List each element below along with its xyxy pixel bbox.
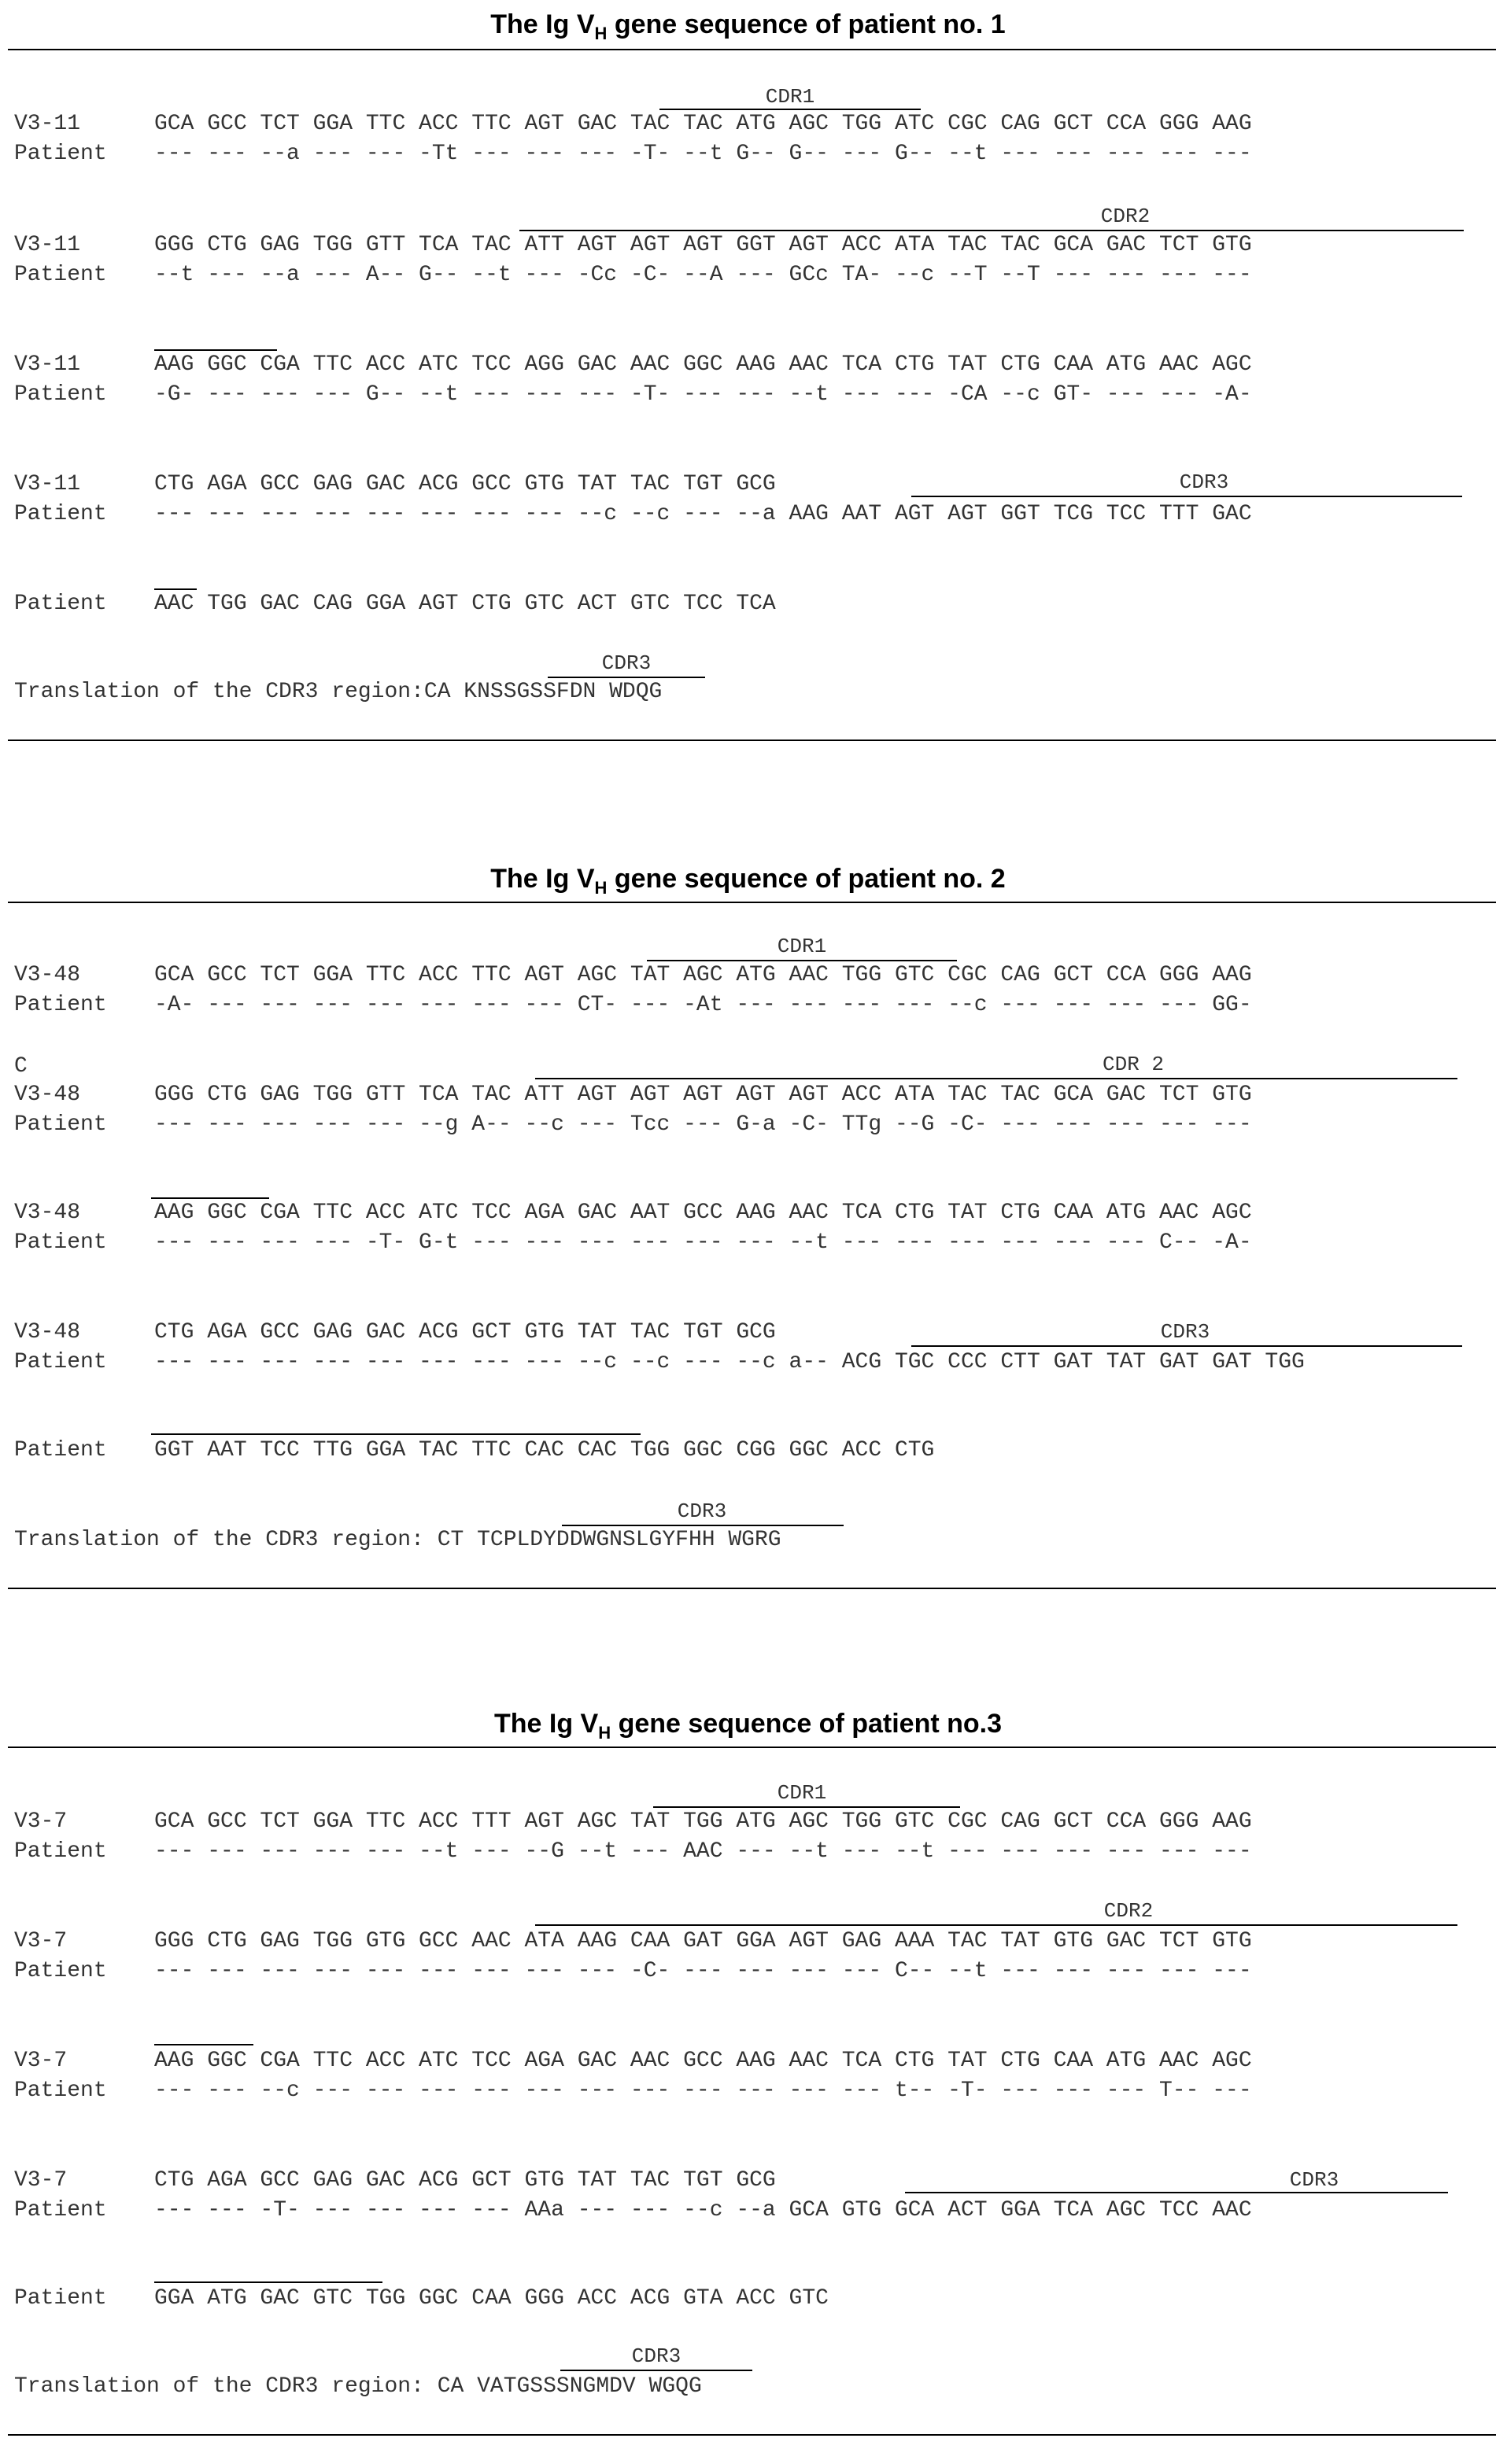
patient-label: Patient bbox=[14, 993, 107, 1017]
cdr1-label: CDR1 bbox=[777, 935, 827, 958]
cdr2-continuation-bar bbox=[151, 1197, 269, 1199]
patient-sequence: --- --- --- --- --- --- --- --- --- -C- --- --- --- --- C-- --t --- --- --- --- --- bbox=[154, 1959, 1252, 1983]
patient-sequence: GGT AAT TCC TTG GGA TAC TTC CAC CAC TGG GGC CGG GGC ACC CTG bbox=[154, 1438, 935, 1463]
cdr3-translation-bar bbox=[548, 677, 705, 678]
cdr1-bar bbox=[653, 1806, 960, 1808]
cdr3-bar bbox=[911, 1345, 1462, 1347]
panel3-top-rule bbox=[8, 1747, 1496, 1748]
cdr1-label: CDR1 bbox=[765, 85, 815, 109]
ref-sequence: GGG CTG GAG TGG GTG GCC AAC ATA AAG CAA GAT GGA AGT GAG AAA TAC TAT GTG GAC TCT GTG bbox=[154, 1929, 1252, 1953]
cdr2-continuation-bar bbox=[154, 2044, 253, 2045]
ref-sequence: AAG GGC CGA TTC ACC ATC TCC AGA GAC AAC GCC AAG AAC TCA CTG TAT CTG CAA ATG AAC AGC bbox=[154, 2049, 1252, 2073]
cdr1-bar bbox=[647, 960, 957, 961]
patient-sequence: --- --- --- --- --- --- --- --- --c --c --- --a AAG AAT AGT AGT GGT TCG TCC TTT GAC bbox=[154, 502, 1252, 526]
cdr2-bar bbox=[535, 1078, 1457, 1079]
patient-label: Patient bbox=[14, 2079, 107, 2103]
cdr3-translation-label: CDR3 bbox=[601, 651, 652, 675]
patient-sequence: --- --- -T- --- --- --- --- AAa --- --- --c --a GCA GTG GCA ACT GGA TCA AGC TCC AAC bbox=[154, 2198, 1252, 2222]
patient-label: Patient bbox=[14, 1112, 107, 1137]
patient-label: Patient bbox=[14, 1959, 107, 1983]
cdr2-label: CDR 2 bbox=[1102, 1053, 1164, 1076]
cdr3-label: CDR3 bbox=[1289, 2168, 1339, 2192]
patient-sequence: --- --- --- --- -T- G-t --- --- --- --- --- --- --t --- --- --- --- --- --- C-- -A- bbox=[154, 1230, 1252, 1255]
patient-label: Patient bbox=[14, 263, 107, 287]
ref-sequence: GCA GCC TCT GGA TTC ACC TTC AGT AGC TAT AGC ATG AAC TGG GTC CGC CAG GCT CCA GGG AAG bbox=[154, 963, 1252, 987]
patient-label: Patient bbox=[14, 142, 107, 166]
patient-label: Patient bbox=[14, 2286, 107, 2311]
patient-sequence: -G- --- --- --- G-- --t --- --- --- -T- --- --- --t --- --- -CA --c GT- --- --- -A- bbox=[154, 382, 1252, 407]
patient-sequence: --- --- --a --- --- -Tt --- --- --- -T- --t G-- G-- --- G-- --t --- --- --- --- --- bbox=[154, 142, 1252, 166]
ref-sequence: GGG CTG GAG TGG GTT TCA TAC ATT AGT AGT AGT GGT AGT ACC ATA TAC TAC GCA GAC TCT GTG bbox=[154, 233, 1252, 257]
cdr2-bar bbox=[535, 1924, 1457, 1926]
cdr3-bar bbox=[911, 496, 1462, 497]
cdr1-bar bbox=[659, 109, 921, 110]
patient-sequence: GGA ATG GAC GTC TGG GGC CAA GGG ACC ACG GTA ACC GTC bbox=[154, 2286, 829, 2311]
cdr3-continuation-bar bbox=[154, 588, 197, 590]
patient-label: Patient bbox=[14, 502, 107, 526]
ref-label: V3-11 bbox=[14, 472, 81, 496]
patient-sequence: --- --- --- --- --- --t --- --G --t --- AAC --- --t --- --t --- --- --- --- --- --- bbox=[154, 1839, 1252, 1864]
cdr3-continuation-bar bbox=[151, 1433, 641, 1435]
cdr3-translation-label: CDR3 bbox=[631, 2344, 682, 2368]
translation-line: Translation of the CDR3 region:CA KNSSGSSFDN WDQG bbox=[14, 680, 663, 704]
patient-label: Patient bbox=[14, 1230, 107, 1255]
panel2-bottom-rule bbox=[8, 1588, 1496, 1589]
translation-line: Translation of the CDR3 region: CA VATGSSSNGMDV WGQG bbox=[14, 2374, 702, 2399]
panel1-title: The Ig $V_H$ gene sequence of patient no. 1 bbox=[490, 9, 1006, 43]
cdr2-label: CDR2 bbox=[1100, 205, 1151, 228]
cdr1-label: CDR1 bbox=[777, 1781, 827, 1805]
patient-label: Patient bbox=[14, 382, 107, 407]
panel2-title: The Ig $V_H$ gene sequence of patient no. 2 bbox=[490, 864, 1006, 898]
ref-sequence: GCA GCC TCT GGA TTC ACC TTT AGT AGC TAT TGG ATG AGC TGG GTC CGC CAG GCT CCA GGG AAG bbox=[154, 1809, 1252, 1834]
cdr3-translation-bar bbox=[562, 1525, 844, 1526]
ref-label: V3-7 bbox=[14, 2049, 68, 2073]
ref-label: V3-11 bbox=[14, 112, 81, 136]
patient-label: Patient bbox=[14, 592, 107, 616]
patient-sequence: AAC TGG GAC CAG GGA AGT CTG GTC ACT GTC TCC TCA bbox=[154, 592, 776, 616]
ref-label: V3-7 bbox=[14, 2168, 68, 2193]
cdr3-translation-label: CDR3 bbox=[677, 1499, 727, 1523]
patient-label: Patient bbox=[14, 1839, 107, 1864]
patient-sequence: --- --- --- --- --- --g A-- --c --- Tcc --- G-a -C- TTg --G -C- --- --- --- --- --- bbox=[154, 1112, 1252, 1137]
patient-sequence: --t --- --a --- A-- G-- --t --- -Cc -C- --A --- GCc TA- --c --T --T --- --- --- --- bbox=[154, 263, 1252, 287]
ref-label: V3-48 bbox=[14, 963, 81, 987]
ref-label: V3-7 bbox=[14, 1809, 68, 1834]
cdr3-continuation-bar bbox=[154, 2281, 382, 2283]
ref-label: V3-11 bbox=[14, 352, 81, 377]
translation-line: Translation of the CDR3 region: CT TCPLDYDDWGNSLGYFHH WGRG bbox=[14, 1528, 781, 1552]
patient-label: Patient bbox=[14, 1350, 107, 1374]
ref-sequence: CTG AGA GCC GAG GAC ACG GCT GTG TAT TAC TGT GCG bbox=[154, 1320, 776, 1345]
ref-label: V3-7 bbox=[14, 1929, 68, 1953]
ref-sequence: GGG CTG GAG TGG GTT TCA TAC ATT AGT AGT AGT AGT AGT ACC ATA TAC TAC GCA GAC TCT GTG bbox=[154, 1083, 1252, 1107]
ref-label: V3-48 bbox=[14, 1083, 81, 1107]
ref-label: V3-11 bbox=[14, 233, 81, 257]
ref-label: V3-48 bbox=[14, 1320, 81, 1345]
patient-sequence: -A- --- --- --- --- --- --- --- CT- --- -At --- --- --- --- --c --- --- --- --- GG- bbox=[154, 993, 1252, 1017]
patient-label: Patient bbox=[14, 1438, 107, 1463]
panel1-top-rule bbox=[8, 49, 1496, 50]
cdr2-label: CDR2 bbox=[1103, 1899, 1154, 1923]
ref-sequence: CTG AGA GCC GAG GAC ACG GCC GTG TAT TAC TGT GCG bbox=[154, 472, 776, 496]
cdr2-bar bbox=[519, 230, 1464, 231]
patient-label: Patient bbox=[14, 2198, 107, 2222]
ref-sequence: GCA GCC TCT GGA TTC ACC TTC AGT GAC TAC TAC ATG AGC TGG ATC CGC CAG GCT CCA GGG AAG bbox=[154, 112, 1252, 136]
cdr3-label: CDR3 bbox=[1160, 1320, 1210, 1344]
ref-label: V3-48 bbox=[14, 1201, 81, 1225]
panel1-bottom-rule bbox=[8, 740, 1496, 741]
cdr3-translation-bar bbox=[560, 2370, 752, 2371]
panel3-bottom-rule bbox=[8, 2434, 1496, 2436]
ref-sequence: AAG GGC CGA TTC ACC ATC TCC AGG GAC AAC GGC AAG AAC TCA CTG TAT CTG CAA ATG AAC AGC bbox=[154, 352, 1252, 377]
panel2-top-rule bbox=[8, 902, 1496, 903]
stray-character: C bbox=[14, 1054, 28, 1079]
cdr3-label: CDR3 bbox=[1179, 470, 1229, 494]
patient-sequence: --- --- --- --- --- --- --- --- --c --c --- --c a-- ACG TGC CCC CTT GAT TAT GAT GAT TGG bbox=[154, 1350, 1305, 1374]
ref-sequence: AAG GGC CGA TTC ACC ATC TCC AGA GAC AAT GCC AAG AAC TCA CTG TAT CTG CAA ATG AAC AGC bbox=[154, 1201, 1252, 1225]
panel3-title: The Ig $V_H$ gene sequence of patient no.3 bbox=[494, 1709, 1002, 1743]
cdr3-bar bbox=[905, 2192, 1448, 2193]
cdr2-continuation-bar bbox=[154, 349, 277, 351]
ref-sequence: CTG AGA GCC GAG GAC ACG GCT GTG TAT TAC TGT GCG bbox=[154, 2168, 776, 2193]
patient-sequence: --- --- --c --- --- --- --- --- --- --- --- --- --- --- t-- -T- --- --- --- T-- --- bbox=[154, 2079, 1252, 2103]
